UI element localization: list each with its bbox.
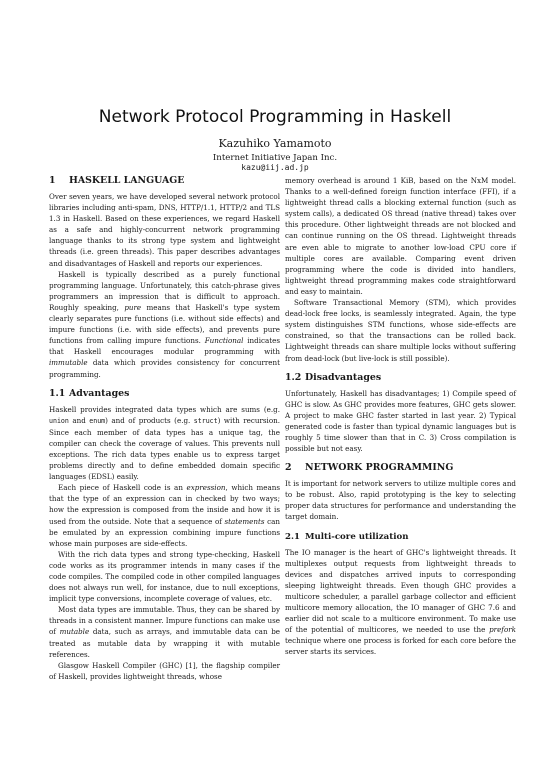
- author-name: Kazuhiko Yamamoto: [218, 137, 332, 150]
- paragraph: With the rich data types and strong type-checking, Haskell code works as its programmer intends in many cases if the code compiles. The compiled code in other compiled languages does not always run well, for instance, due to null exceptions, implicit type conversions, incomplete coverage of values, etc.: [49, 549, 280, 604]
- paragraph: The IO manager is the heart of GHC's lightweight threads. It multiplexes output requests from lightweight threads to devices and dispatches arrived inputs to corresponding sleeping lightweight threads. Even though GHC provides a multicore scheduler, a parallel garbage collector and efficient multicore memory allocation, the IO manager of GHC 7.6 and earlier did not scale to a multicore environment. To make use of the potential of multicores, we needed to use the prefork technique where one process is forked for each core before the server starts its services.: [285, 547, 516, 657]
- paragraph: Over seven years, we have developed several network protocol libraries including anti-spam, DNS, HTTP/1.1, HTTP/2 and TLS 1.3 in Haskell. Based on these experiences, we regard Haskell as a safe and highly-concurrent network programming language thanks to its strong type system and lightweight threads (i.e. green threads). This paper describes advantages and disadvantages of Haskell and reports our experiences.: [49, 192, 280, 268]
- right-column: [285, 175, 516, 657]
- section-title: Advantages: [69, 387, 130, 399]
- section-heading-advantages: [49, 388, 280, 400]
- section-number: 2.1: [285, 531, 300, 542]
- paragraph: Most data types are immutable. Thus, they can be shared by threads in a consistent manner. Impure functions can make use of mutable data, such as arrays, and immutable data can be treated as mutable data by wrapping it with mutable references.: [49, 605, 280, 659]
- paragraph: Software Transactional Memory (STM), which provides dead-lock free locks, is seamlessly integrated. Again, the type system distinguishes STM functions, whose side-effects are constrained, so that the transactions can be rolled back. Lightweight threads can share multiple locks without suffering from dead-lock (but live-lock is still possible).: [285, 298, 516, 363]
- paragraph: It is important for network servers to utilize multiple cores and to be robust. Also, rapid prototyping is the key to selecting proper data structures for performance and understanding the target domain.: [285, 479, 516, 522]
- left-column: [49, 175, 280, 682]
- section-title: HASKELL LANGUAGE: [69, 175, 185, 186]
- section-number: 1: [49, 175, 56, 186]
- section-title: Disadvantages: [305, 371, 382, 383]
- paragraph: Each piece of Haskell code is an expression, which means that the type of an expression can in checked by two ways; how the expression is composed from the inside and how it is used from the outside. Note that a sequence of statements can be emulated by an expression combining impure functions whose main purposes are side-effects.: [49, 483, 281, 548]
- section-heading-network-programming: [285, 462, 516, 474]
- section-number: 1.2: [285, 371, 302, 383]
- paragraph: Unfortunately, Haskell has disadvantages; 1) Compile speed of GHC is slow. As GHC provides more features, GHC gets slower. A project to make GHC faster started in last year. 2) Typical generated code is faster than typical dynamic languages but is roughly 5 time slower than that in C. 3) Cross compilation is possible but not easy.: [285, 388, 516, 454]
- section-heading-multicore-utilization: [285, 532, 516, 543]
- paragraph: Haskell provides integrated data types which are sums (e.g. union and enum) and of products (e.g. struct) with recursion. Since each member of data types has a unique tag, the compiler can check the coverage of values. This prevents null exceptions. The rich data types enable us to express target problems directly and to define embedded domain specific languages (EDSL) easily.: [49, 404, 280, 482]
- section-number: 2: [285, 462, 292, 474]
- author-affiliation: Internet Initiative Japan Inc.: [212, 153, 338, 163]
- paper-title: Network Protocol Programming in Haskell: [98, 107, 452, 127]
- section-heading-disadvantages: [285, 372, 516, 384]
- section-number: 1.1: [49, 387, 66, 399]
- section-title: Multi-core utilization: [305, 531, 409, 542]
- section-title: NETWORK PROGRAMMING: [305, 462, 454, 474]
- paragraph: memory overhead is around 1 KiB, based on the NxM model. Thanks to a well-defined foreign function interface (FFI), if a lightweight thread calls a blocking external function (such as system calls), a dedicated OS thread (native thread) takes over this procedure. Other lightweight threads are not blocked and can continue running on the OS thread. Lightweight threads are even able to migrate to another low-load CPU core if multiple cores are available. Comparing event driven programming where the code is divided into handlers, lightweight thread programming makes code straightforward and easy to maintain.: [285, 176, 516, 296]
- paragraph: Haskell is typically described as a purely functional programming language. Unfortunately, this catch-phrase gives programmers an impression that is difficult to approach. Roughly speaking, pure means that Haskell's type system clearly separates pure functions (i.e. without side effects) and impure functions (i.e. with side effects), and prevents pure functions from calling impure functions. Functional indicates that Haskell encourages modular programming with immutable data which provides consistency for concurrent programming.: [49, 269, 280, 379]
- section-heading-haskell-language: [49, 175, 280, 187]
- author-email: kazu@iij.ad.jp: [241, 163, 309, 172]
- paragraph: Glasgow Haskell Compiler (GHC) [1], the flagship compiler of Haskell, provides lightweight threads, whose: [49, 660, 280, 681]
